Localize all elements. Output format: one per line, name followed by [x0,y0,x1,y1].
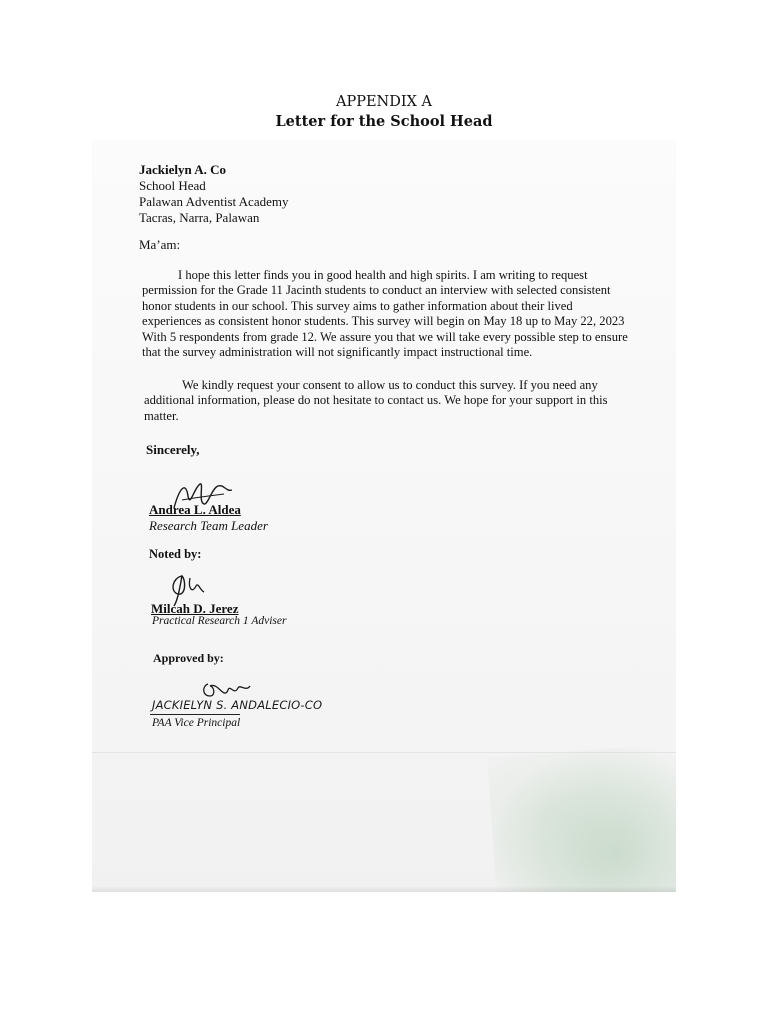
closing: Sincerely, [146,442,200,457]
green-stain [487,743,676,892]
paragraph-line: permission for the Grade 11 Jacinth students to conduct an interview with selected consistent [142,283,611,298]
principal-role: PAA Vice Principal [152,717,241,729]
leader-role: Research Team Leader [149,518,268,533]
paragraph-line: honor students in our school. This survey aims to gather information about their lived [142,298,573,313]
appendix-label: APPENDIX A [335,94,432,110]
adviser-role: Practical Research 1 Adviser [152,615,287,627]
recipient-address: Tacras, Narra, Palawan [139,210,260,225]
paragraph-line: that the survey administration will not significantly impact instructional time. [142,345,533,360]
leader-name: Andrea L. Aldea [149,502,241,517]
principal-signature-line [150,714,240,715]
paragraph-line: With 5 respondents from grade 12. We assure you that we will take every possible step to ensure [142,329,628,344]
noted-by-label: Noted by: [149,547,202,561]
adviser-name: Milcah D. Jerez [151,601,239,616]
salutation: Ma’am: [139,237,181,252]
principal-name-handwritten: JACKIELYN S. ANDALECIO-CO [152,698,323,712]
paragraph-line: experiences as consistent honor students. This survey will begin on May 18 up to May 22, 2023 [142,314,625,329]
recipient-name: Jackielyn A. Co [139,162,227,177]
paragraph-line: matter. [144,408,179,423]
recipient-position: School Head [139,178,206,193]
recipient-school: Palawan Adventist Academy [139,194,289,209]
paragraph-line: We kindly request your consent to allow us to conduct this survey. If you need any [182,378,598,392]
paragraph-line: additional information, please do not hesitate to contact us. We hope for your support in this [144,393,608,408]
body-paragraph-2 [144,378,608,424]
paper-edge [92,886,676,892]
approved-by-label: Approved by: [153,651,224,665]
body-paragraph-1 [142,268,628,360]
letter-title: Letter for the School Head [275,113,493,130]
paragraph-line: I hope this letter finds you in good health and high spirits. I am writing to request [178,268,588,282]
